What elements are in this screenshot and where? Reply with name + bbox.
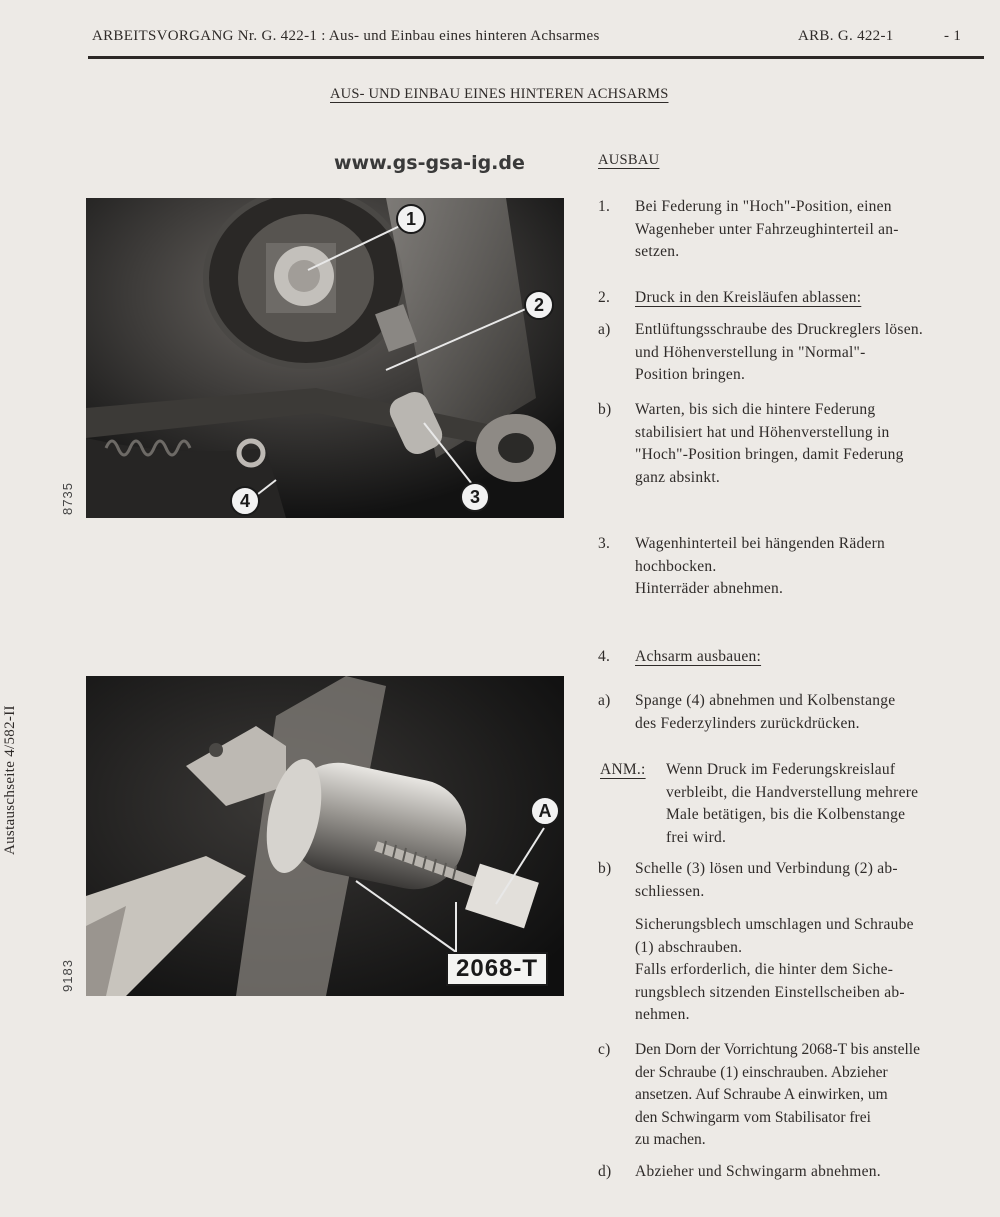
step-text: Achsarm ausbauen:: [635, 648, 762, 665]
callout-3: 3: [460, 482, 490, 512]
step-number: d): [598, 1163, 612, 1180]
step-4c: [598, 1039, 995, 1152]
note-anm: [600, 759, 986, 849]
callout-4: 4: [230, 486, 260, 516]
header-reference: ARB. G. 422-1: [798, 28, 894, 44]
header-operation-title: ARBEITSVORGANG Nr. G. 422-1 : Aus- und Einbau eines hinteren Achsarmes: [92, 28, 600, 44]
step-number: a): [598, 321, 611, 338]
header-rule: [88, 56, 984, 59]
step-text: Bei Federung in "Hoch"-Position, einen Wagenheber unter Fahrzeughinterteil an- setzen.: [635, 198, 899, 260]
step-text: Schelle (3) lösen und Verbindung (2) ab- schliessen.: [635, 860, 898, 900]
step-4b: [598, 858, 975, 903]
step-text: Spange (4) abnehmen und Kolbenstange des Federzylinders zurückdrücken.: [635, 692, 896, 732]
side-label: Austauschseite 4/582-II: [2, 705, 18, 855]
note-label: ANM.:: [600, 761, 646, 778]
step-1: [598, 196, 975, 264]
step-4b-continued: [598, 914, 985, 1027]
photo-id-8735: 8735: [60, 482, 75, 515]
step-text: Wagenhinterteil bei hängenden Rädern hochbocken. Hinterräder abnehmen.: [635, 535, 886, 597]
callout-a: A: [530, 796, 560, 826]
step-number: 2.: [598, 289, 611, 306]
step-4: [598, 646, 975, 669]
photo-9183: [86, 676, 564, 996]
tool-label-2068-t: 2068-T: [446, 952, 548, 986]
photo-8735: [86, 198, 564, 518]
callout-2: 2: [524, 290, 554, 320]
callout-1: 1: [396, 204, 426, 234]
header-page-number: - 1: [944, 28, 962, 44]
step-2a: [598, 319, 995, 387]
step-text: Sicherungsblech umschlagen und Schraube (1) abschrauben. Falls erforderlich, die hinter dem Siche- rungsblech sitzenden Einstellscheiben ab- nehmen.: [635, 916, 914, 1023]
step-text: Druck in den Kreisläufen ablassen:: [635, 289, 862, 306]
step-2b: [598, 399, 995, 489]
step-2: [598, 287, 975, 310]
step-text: Warten, bis sich die hintere Federung stabilisiert hat und Höhenverstellung in "Hoch"-Position bringen, damit Federung ganz absinkt.: [635, 401, 904, 486]
step-text: Den Dorn der Vorrichtung 2068-T bis anstelle der Schraube (1) einschrauben. Abzieher ansetzen. Auf Schraube A einwirken, um den Schwingarm vom Stabilisator frei zu machen.: [635, 1041, 920, 1148]
page-title: AUS- UND EINBAU EINES HINTEREN ACHSARMS: [330, 86, 669, 102]
step-number: b): [598, 401, 612, 418]
step-number: a): [598, 692, 611, 709]
photo-8735-image: [86, 198, 564, 518]
note-text: Wenn Druck im Federungskreislauf verbleibt, die Handverstellung mehrere Male betätigen, bis die Kolbenstange frei wird.: [666, 761, 919, 846]
photo-9183-image: [86, 676, 564, 996]
step-text: Entlüftungsschraube des Druckreglers lösen. und Höhenverstellung in "Normal"- Position bringen.: [635, 321, 923, 383]
step-3: [598, 533, 975, 601]
step-number: 3.: [598, 535, 611, 552]
section-ausbau-heading: AUSBAU: [598, 152, 660, 168]
photo-id-9183: 9183: [60, 959, 75, 992]
website-watermark: www.gs-gsa-ig.de: [334, 152, 525, 174]
step-number: c): [598, 1041, 611, 1058]
step-number: 4.: [598, 648, 611, 665]
step-4d: [598, 1161, 975, 1184]
step-text: Abzieher und Schwingarm abnehmen.: [635, 1163, 881, 1180]
step-number: 1.: [598, 198, 611, 215]
step-4a: [598, 690, 975, 735]
step-number: b): [598, 860, 612, 877]
